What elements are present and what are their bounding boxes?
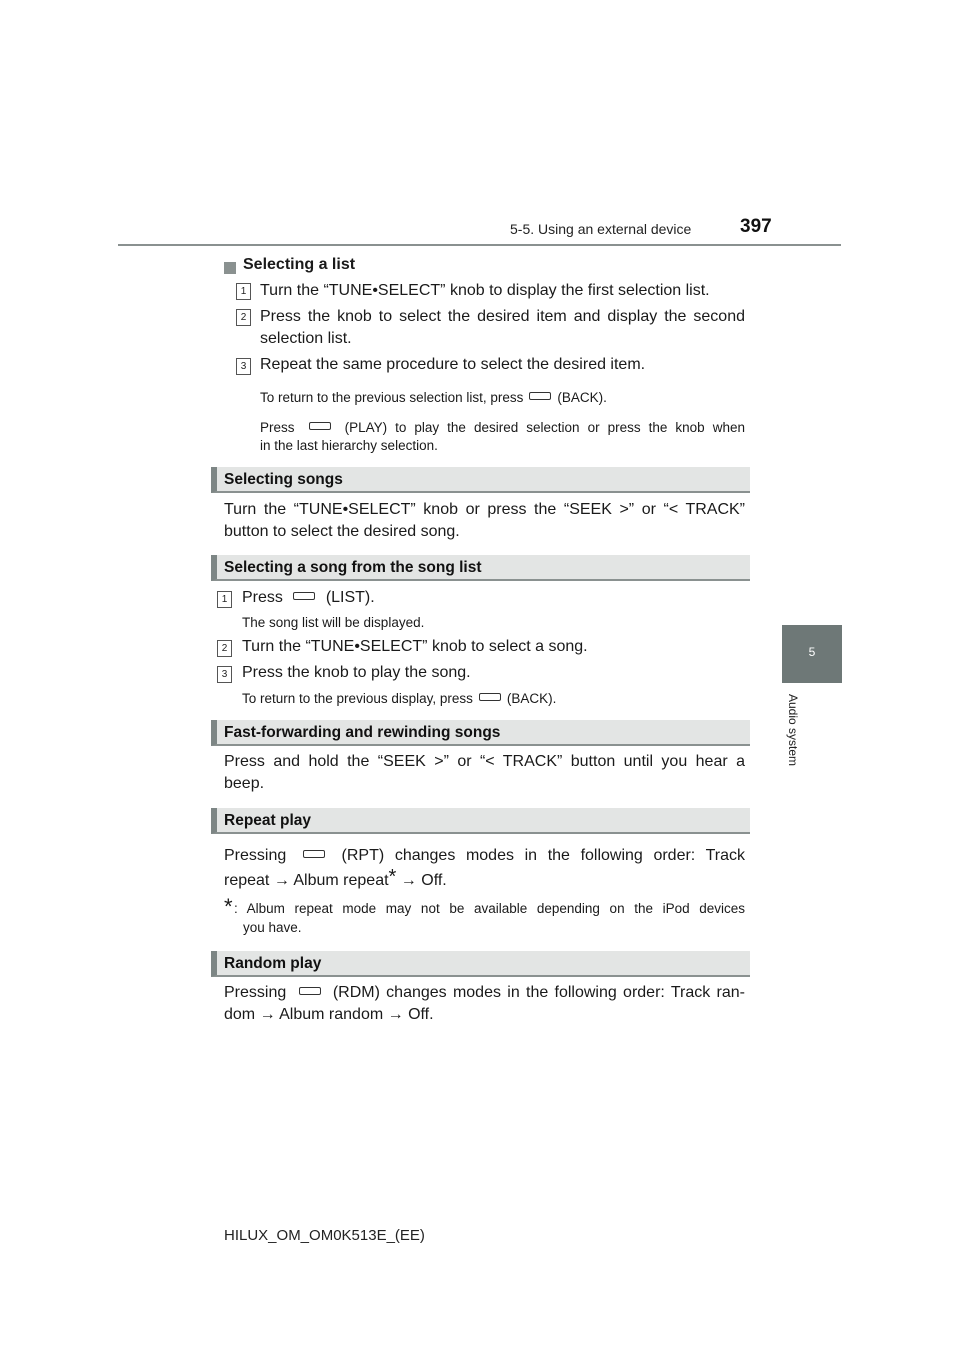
note-text [242, 690, 556, 708]
body-text-end: (RPT) changes modes in the following order: Track [341, 847, 745, 864]
body-text [224, 845, 745, 867]
chapter-number: 5 [808, 645, 816, 659]
back-button-icon [529, 392, 551, 400]
section-title: Selecting songs [224, 471, 343, 488]
step-text: Press the knob to play the song. [242, 664, 471, 681]
step-text [242, 587, 375, 609]
note-text-start: To return to the previous display, press [242, 691, 473, 706]
note-text-end: (BACK). [557, 390, 607, 405]
mode-sequence-end: → Off. [400, 872, 447, 889]
step-number: 1 [217, 591, 232, 608]
section-title: Repeat play [224, 812, 312, 829]
chapter-tab [782, 625, 842, 683]
footnote-text: : Album repeat mode may not be available depending on the iPod devices [234, 901, 745, 916]
header-section-title: 5-5. Using an external device [510, 221, 692, 237]
body-text-continued: dom → Album random → Off. [224, 1006, 434, 1023]
step-text-end: (LIST). [325, 589, 375, 606]
step-number: 2 [217, 640, 232, 657]
section-header [211, 555, 750, 581]
footnote-mark: * [224, 894, 233, 919]
section-header [211, 467, 750, 493]
document-code: HILUX_OM_OM0K513E_(EE) [224, 1227, 425, 1244]
step-number: 3 [236, 358, 251, 375]
note-text-start: To return to the previous selection list, press [260, 390, 524, 405]
rpt-button-icon [303, 850, 325, 858]
step-text: Turn the “TUNE•SELECT” knob to select a song. [242, 638, 588, 655]
step-text: Turn the “TUNE•SELECT” knob to display the first selection list. [260, 282, 710, 299]
section-title: Fast-forwarding and rewinding songs [224, 724, 501, 741]
mode-sequence: repeat → Album repeat [224, 872, 389, 889]
page-number: 397 [740, 216, 772, 237]
body-text-end: (RDM) changes modes in the following order: Track ran- [332, 984, 745, 1001]
asterisk-mark: * [388, 866, 397, 888]
section-header [211, 720, 750, 746]
note-text-end: (BACK). [506, 691, 557, 706]
step-text: Press the knob to select the desired item and display the second [260, 308, 745, 325]
note-text-continued: in the last hierarchy selection. [260, 438, 438, 453]
step-number: 3 [217, 666, 232, 683]
section-title: Random play [224, 955, 322, 972]
section-header [211, 951, 750, 977]
step-number: 2 [236, 309, 251, 326]
chapter-title: Audio system [786, 693, 800, 767]
body-text: Turn the “TUNE•SELECT” knob or press the “SEEK >” or “< TRACK” [224, 501, 745, 518]
list-button-icon [293, 592, 315, 600]
back-button-icon [479, 693, 501, 701]
sub-heading: Selecting a list [243, 256, 356, 273]
play-button-icon [309, 422, 331, 430]
body-text-start: Pressing [224, 847, 287, 864]
body-text-continued: button to select the desired song. [224, 523, 460, 540]
body-text-start: Pressing [224, 984, 287, 1001]
rdm-button-icon [299, 987, 321, 995]
section-title: Selecting a song from the song list [224, 559, 482, 576]
step-text-continued: selection list. [260, 330, 352, 347]
body-text-continued: beep. [224, 775, 265, 792]
body-text-continued [224, 866, 447, 892]
step-text: Repeat the same procedure to select the desired item. [260, 356, 646, 373]
square-bullet-icon [224, 262, 236, 274]
note-text: The song list will be displayed. [242, 615, 425, 630]
note-text [260, 389, 750, 407]
note-text-start: Press [260, 420, 295, 435]
step-number: 1 [236, 283, 251, 300]
body-text: Press and hold the “SEEK >” or “< TRACK” button until you hear a [224, 753, 745, 770]
step-text-start: Press [242, 589, 283, 606]
header-divider [118, 244, 841, 246]
note-text-end: (PLAY) to play the desired selection or press the knob when [344, 420, 745, 435]
body-text [224, 982, 745, 1004]
footnote-text-continued: you have. [243, 920, 302, 935]
section-header [211, 808, 750, 834]
note-text [260, 419, 745, 437]
